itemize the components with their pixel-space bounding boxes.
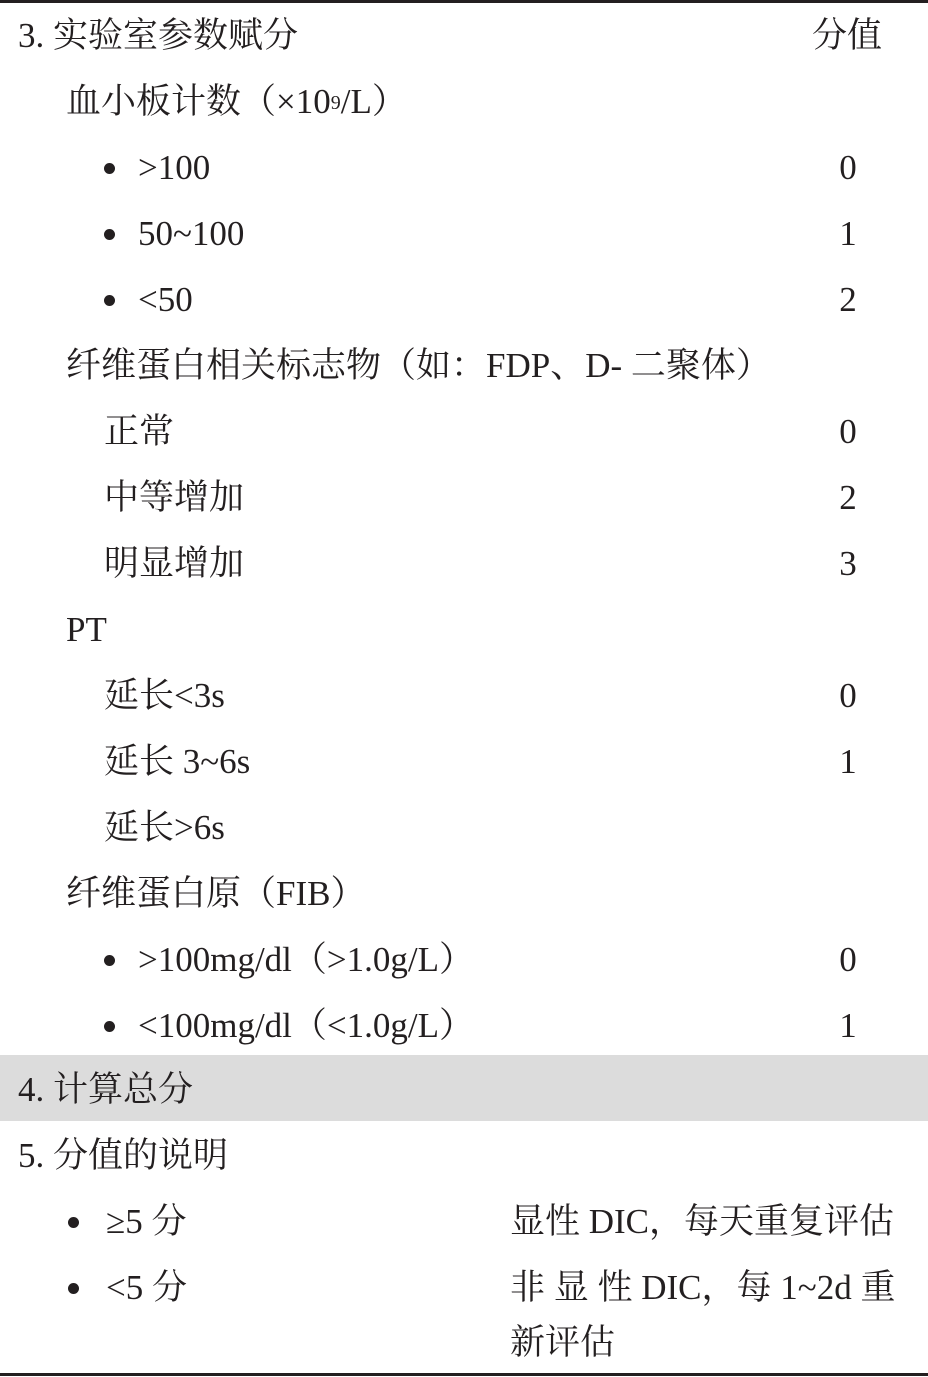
platelet-item-score: 1 [839, 214, 857, 253]
interpretation-label: ≥5 分 [106, 1202, 187, 1241]
platelet-item-label: <50 [138, 280, 193, 319]
fibrin-item-score: 3 [839, 544, 857, 583]
fibrin-item-label: 中等增加 [104, 478, 245, 517]
interpretation-desc-continued: 新评估 [510, 1323, 616, 1362]
bullet [104, 229, 115, 240]
fibrin-item-score: 2 [839, 478, 857, 517]
fibrin-item-label: 明显增加 [104, 544, 245, 583]
fib-item-score: 1 [839, 1006, 857, 1045]
pt-item-label: 延长>6s [104, 808, 225, 847]
pt-item-score: 0 [839, 676, 857, 715]
interpretation-desc: 非 显 性 DIC，每 1~2d 重 [510, 1268, 896, 1307]
fibrin-item-score: 0 [839, 412, 857, 451]
section4-title: 4. 计算总分 [18, 1070, 194, 1109]
fib-label: 纤维蛋白原（FIB） [66, 874, 366, 913]
platelet-label: 血小板计数$(\times 10^9/L)$ [66, 82, 407, 121]
platelet-item-score: 0 [839, 148, 857, 187]
fib-item-label: <100mg/dl（<1.0g/L） [138, 1006, 475, 1045]
pt-item-score: 1 [839, 742, 857, 781]
fibrin-markers-label: 纤维蛋白相关标志物（如：FDP、D- 二聚体） [66, 346, 771, 385]
interpretation-label: <5 分 [106, 1268, 187, 1307]
bullet [68, 1283, 79, 1294]
top-rule [0, 0, 928, 3]
section5-title: 5. 分值的说明 [18, 1136, 229, 1175]
pt-item-label: 延长<3s [104, 676, 225, 715]
platelet-item-label: 50~100 [138, 214, 245, 253]
fibrin-item-label: 正常 [104, 412, 175, 451]
bullet [68, 1217, 79, 1228]
platelet-item-score: 2 [839, 280, 857, 319]
interpretation-desc: 显性 DIC，每天重复评估 [510, 1202, 895, 1241]
pt-label: PT [66, 610, 107, 649]
bottom-rule [0, 1373, 928, 1376]
score-header: 分值 [812, 16, 883, 55]
platelet-item-label: >100 [138, 148, 211, 187]
fib-item-score: 0 [839, 940, 857, 979]
section3-title: 3. 实验室参数赋分 [18, 16, 299, 55]
bullet [104, 163, 115, 174]
bullet [104, 295, 115, 306]
fib-item-label: >100mg/dl（>1.0g/L） [138, 940, 475, 979]
pt-item-label: 延长 3~6s [104, 742, 251, 781]
bullet [104, 955, 115, 966]
bullet [104, 1021, 115, 1032]
